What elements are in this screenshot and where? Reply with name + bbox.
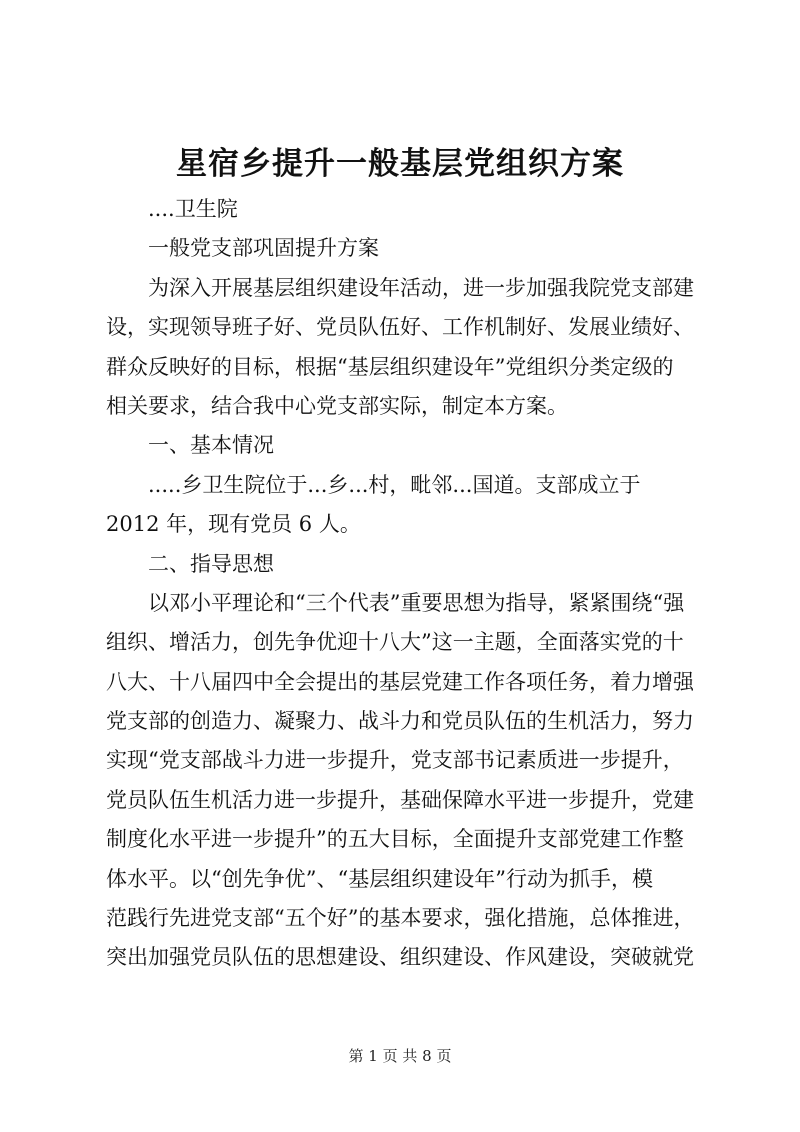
text-line: 组织、增活力，创先争优迎十八大”这一主题，全面落实党的十 (106, 630, 684, 655)
text-line: 党员队伍生机活力进一步提升，基础保障水平进一步提升，党建 (106, 787, 694, 812)
section-heading: 二、指导思想 (148, 551, 274, 576)
text-line: 一般党支部巩固提升方案 (148, 236, 379, 261)
text-line: 党支部的创造力、凝聚力、战斗力和党员队伍的生机活力，努力 (106, 709, 694, 734)
document-title: 星宿乡提升一般基层党组织方案 (176, 146, 624, 182)
text-line: ....卫生院 (148, 197, 238, 221)
text-line: 突出加强党员队伍的思想建设、组织建设、作风建设，突破就党 (106, 945, 694, 970)
section-heading: 一、基本情况 (148, 433, 274, 458)
text-line: 八大、十八届四中全会提出的基层党建工作各项任务，着力增强 (106, 669, 694, 694)
text-line: 为深入开展基层组织建设年活动，进一步加强我院党支部建 (148, 275, 694, 300)
page-footer: 第 1 页 共 8 页 (348, 1047, 452, 1065)
text-line: 2012 年，现有党员 6 人。 (106, 512, 361, 537)
text-line: 体水平。以“创先争优”、“基层组织建设年”行动为抓手，模 (106, 866, 653, 891)
text-line: 设，实现领导班子好、党员队伍好、工作机制好、发展业绩好、 (106, 315, 694, 340)
text-line: 群众反映好的目标，根据“基层组织建设年”党组织分类定级的 (106, 354, 674, 379)
text-line: .....乡卫生院位于...乡...村，毗邻...国道。支部成立于 (148, 472, 641, 497)
text-line: 相关要求，结合我中心党支部实际，制定本方案。 (106, 393, 568, 418)
text-line: 实现“党支部战斗力进一步提升，党支部书记素质进一步提升， (106, 748, 684, 773)
text-line: 范践行先进党支部“五个好”的基本要求，强化措施，总体推进， (106, 906, 695, 931)
document-body (106, 190, 706, 978)
text-line: 以邓小平理论和“三个代表”重要思想为指导，紧紧围绕“强 (148, 590, 685, 615)
text-line: 制度化水平进一步提升”的五大目标，全面提升支部党建工作整 (106, 827, 684, 852)
